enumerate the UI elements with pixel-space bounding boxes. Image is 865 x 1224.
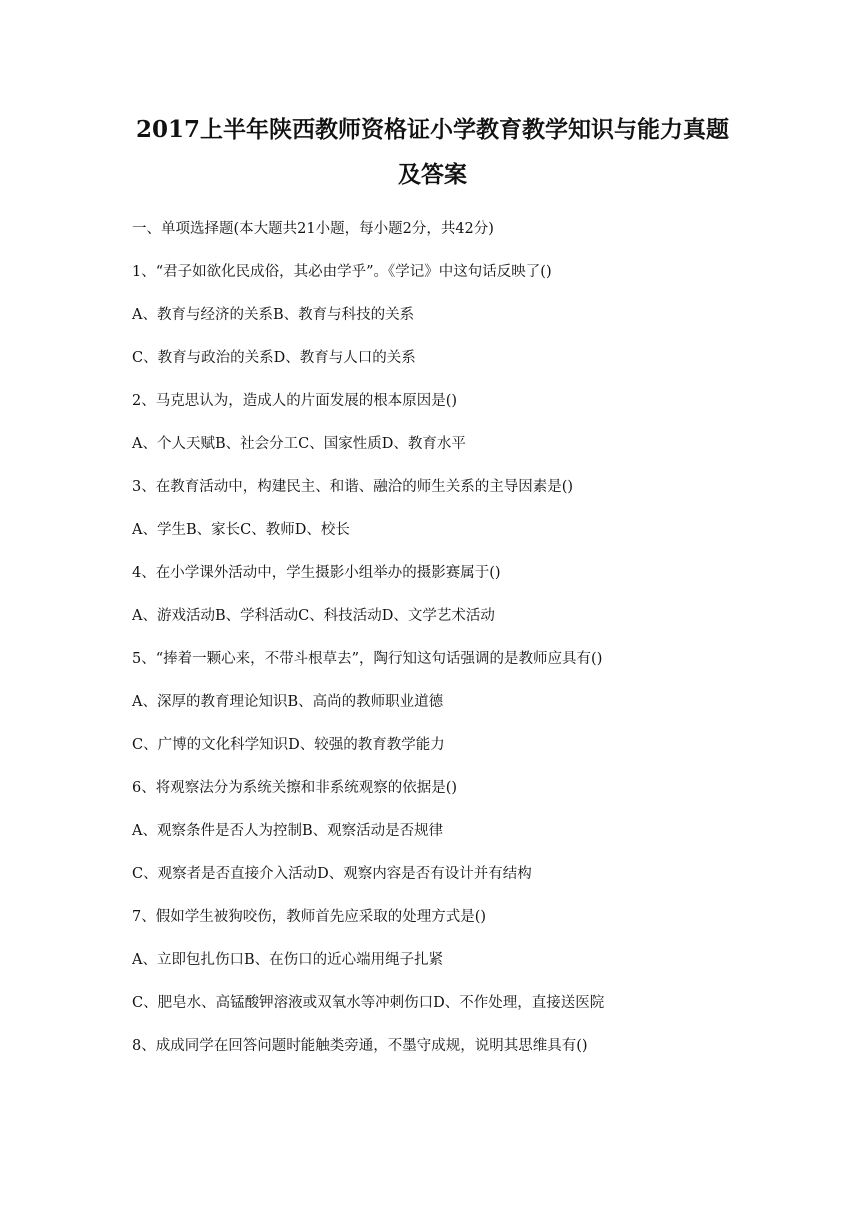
question-3: 3、在教育活动中，构建民主、和谐、融洽的师生关系的主导因素是() bbox=[132, 479, 574, 495]
question-7-options-ab: A、立即包扎伤口B、在伤口的近心端用绳子扎紧 bbox=[132, 952, 444, 968]
question-3-options: A、学生B、家长C、教师D、校长 bbox=[132, 522, 350, 538]
question-4-options: A、游戏活动B、学科活动C、科技活动D、文学艺术活动 bbox=[132, 608, 495, 624]
question-5: 5、“捧着一颗心来，不带斗根草去”，陶行知这句话强调的是教师应具有() bbox=[132, 651, 603, 667]
question-6: 6、将观察法分为系统关擦和非系统观察的依据是() bbox=[132, 780, 458, 796]
question-8: 8、成成同学在回答问题时能触类旁通，不墨守成规，说明其思维具有() bbox=[132, 1038, 588, 1054]
question-1: 1、“君子如欲化民成俗，其必由学乎”。《学记》中这句话反映了() bbox=[132, 264, 552, 280]
question-7: 7、假如学生被狗咬伤，教师首先应采取的处理方式是() bbox=[132, 909, 487, 925]
question-1-options-ab: A、教育与经济的关系B、教育与科技的关系 bbox=[132, 307, 415, 323]
question-2: 2、马克思认为，造成人的片面发展的根本原因是() bbox=[132, 393, 458, 409]
document-title-line-2: 及答案 bbox=[398, 161, 467, 188]
question-5-options-cd: C、广博的文化科学知识D、较强的教育教学能力 bbox=[132, 737, 445, 753]
question-6-options-cd: C、观察者是否直接介入活动D、观察内容是否有设计并有结构 bbox=[132, 866, 532, 882]
section-heading: 一、单项选择题(本大题共21小题，每小题2分，共42分) bbox=[132, 221, 494, 237]
question-2-options: A、个人天赋B、社会分工C、国家性质D、教育水平 bbox=[132, 436, 466, 452]
question-6-options-ab: A、观察条件是否人为控制B、观察活动是否规律 bbox=[132, 823, 444, 839]
document-title-line-1: 2017上半年陕西教师资格证小学教育教学知识与能力真题 bbox=[135, 116, 729, 143]
question-1-options-cd: C、教育与政治的关系D、教育与人口的关系 bbox=[132, 350, 416, 366]
question-7-options-cd: C、肥皂水、高锰酸钾溶液或双氧水等冲刺伤口D、不作处理，直接送医院 bbox=[132, 995, 605, 1011]
question-4: 4、在小学课外活动中，学生摄影小组举办的摄影赛属于() bbox=[132, 565, 501, 581]
question-5-options-ab: A、深厚的教育理论知识B、高尚的教师职业道德 bbox=[132, 694, 444, 710]
